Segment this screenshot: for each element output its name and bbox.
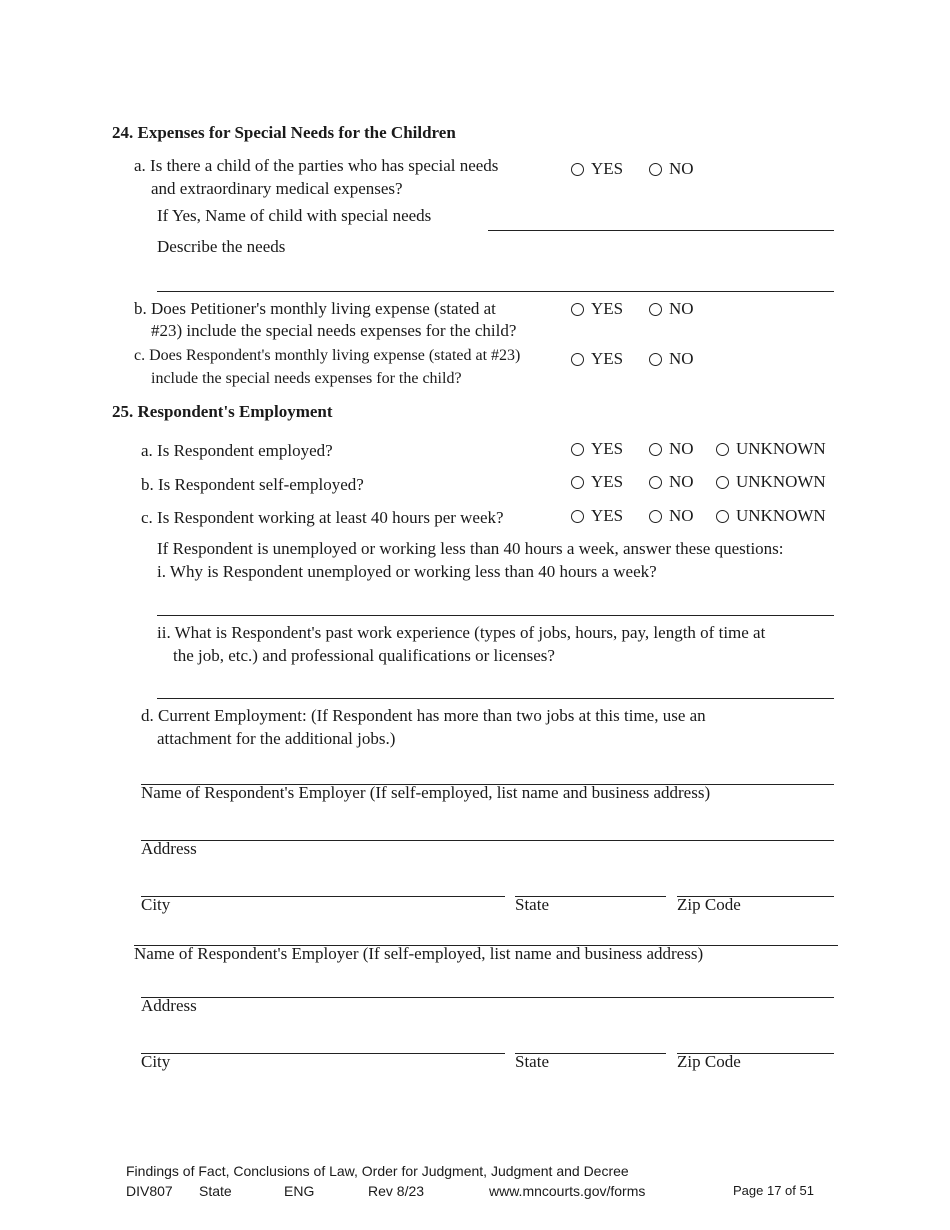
q25d-text-line2: attachment for the additional jobs.)	[157, 729, 396, 748]
employer2-state-label: State	[515, 1052, 549, 1071]
radio-circle-icon	[716, 476, 729, 489]
employer1-city-field[interactable]	[141, 896, 505, 897]
q25-ii-text-line2: the job, etc.) and professional qualifications or licenses?	[173, 646, 555, 665]
q25d-text-line1: d. Current Employment: (If Respondent has more than two jobs at this time, use an	[141, 706, 706, 725]
q24b-no-radio[interactable]: NO	[649, 298, 694, 320]
radio-circle-icon	[649, 303, 662, 316]
q24a-no-radio[interactable]: NO	[649, 158, 694, 180]
q25c-no-radio[interactable]: NO	[649, 505, 694, 527]
employer1-address-field[interactable]	[141, 840, 834, 841]
section-25-heading: 25. Respondent's Employment	[112, 402, 333, 421]
employer1-state-label: State	[515, 895, 549, 914]
footer-url: www.mncourts.gov/forms	[489, 1183, 646, 1199]
employer1-zip-label: Zip Code	[677, 895, 741, 914]
q24b-text-line2: #23) include the special needs expenses for the child?	[151, 321, 517, 340]
q25c-text: c. Is Respondent working at least 40 hours per week?	[141, 508, 504, 527]
footer-form-code: DIV807	[126, 1183, 173, 1199]
q25a-unknown-radio[interactable]: UNKNOWN	[716, 438, 826, 460]
q24c-no-radio[interactable]: NO	[649, 348, 694, 370]
q24c-text-line1: c. Does Respondent's monthly living expense (stated at #23)	[134, 347, 521, 364]
radio-circle-icon	[716, 443, 729, 456]
employer2-address-field[interactable]	[141, 997, 834, 998]
q24b-yes-radio[interactable]: YES	[571, 298, 623, 320]
q25c-unknown-radio[interactable]: UNKNOWN	[716, 505, 826, 527]
q25a-yes-radio[interactable]: YES	[571, 438, 623, 460]
radio-circle-icon	[649, 476, 662, 489]
employer1-city-label: City	[141, 895, 171, 914]
footer-state: State	[199, 1183, 232, 1199]
radio-circle-icon	[649, 443, 662, 456]
radio-circle-icon	[571, 476, 584, 489]
radio-circle-icon	[571, 443, 584, 456]
q24c-yes-radio[interactable]: YES	[571, 348, 623, 370]
q24a-text-line1: a. Is there a child of the parties who has special needs	[134, 156, 499, 175]
employer1-name-label: Name of Respondent's Employer (If self-employed, list name and business address)	[141, 783, 711, 802]
q24a-yes-radio[interactable]: YES	[571, 158, 623, 180]
q25c-yes-radio[interactable]: YES	[571, 505, 623, 527]
q25-i-answer-field[interactable]	[157, 615, 834, 616]
employer2-city-field[interactable]	[141, 1053, 505, 1054]
q24c-text-line2: include the special needs expenses for the child?	[151, 370, 462, 387]
child-name-label: If Yes, Name of child with special needs	[157, 206, 432, 225]
child-name-field[interactable]	[488, 230, 834, 231]
radio-circle-icon	[716, 510, 729, 523]
q25a-text: a. Is Respondent employed?	[141, 441, 333, 460]
q25b-yes-radio[interactable]: YES	[571, 471, 623, 493]
footer-page-number: Page 17 of 51	[733, 1183, 814, 1198]
footer-revision: Rev 8/23	[368, 1183, 425, 1199]
radio-circle-icon	[649, 163, 662, 176]
q24a-text-line2: and extraordinary medical expenses?	[151, 179, 403, 198]
q25a-no-radio[interactable]: NO	[649, 438, 694, 460]
q25-ii-answer-field[interactable]	[157, 698, 834, 699]
employer2-name-label: Name of Respondent's Employer (If self-employed, list name and business address)	[134, 944, 704, 963]
describe-needs-label: Describe the needs	[157, 237, 286, 256]
q25-ii-text-line1: ii. What is Respondent's past work experience (types of jobs, hours, pay, length of time at	[157, 623, 766, 642]
q25b-text: b. Is Respondent self-employed?	[141, 475, 364, 494]
employer2-zip-label: Zip Code	[677, 1052, 741, 1071]
radio-circle-icon	[571, 353, 584, 366]
radio-circle-icon	[649, 510, 662, 523]
unemployed-intro-text: If Respondent is unemployed or working less than 40 hours a week, answer these questions:	[157, 539, 784, 558]
section-24-heading: 24. Expenses for Special Needs for the Children	[112, 123, 456, 142]
employer2-address-label: Address	[141, 996, 197, 1015]
radio-circle-icon	[649, 353, 662, 366]
footer-form-title: Findings of Fact, Conclusions of Law, Order for Judgment, Judgment and Decree	[126, 1163, 629, 1179]
radio-circle-icon	[571, 510, 584, 523]
radio-circle-icon	[571, 303, 584, 316]
q25-i-text: i. Why is Respondent unemployed or working less than 40 hours a week?	[157, 562, 657, 581]
radio-circle-icon	[571, 163, 584, 176]
q24b-text-line1: b. Does Petitioner's monthly living expense (stated at	[134, 299, 496, 318]
q25b-unknown-radio[interactable]: UNKNOWN	[716, 471, 826, 493]
employer1-address-label: Address	[141, 839, 197, 858]
footer-language: ENG	[284, 1183, 315, 1199]
describe-needs-field[interactable]	[157, 291, 834, 292]
q25b-no-radio[interactable]: NO	[649, 471, 694, 493]
employer2-city-label: City	[141, 1052, 171, 1071]
